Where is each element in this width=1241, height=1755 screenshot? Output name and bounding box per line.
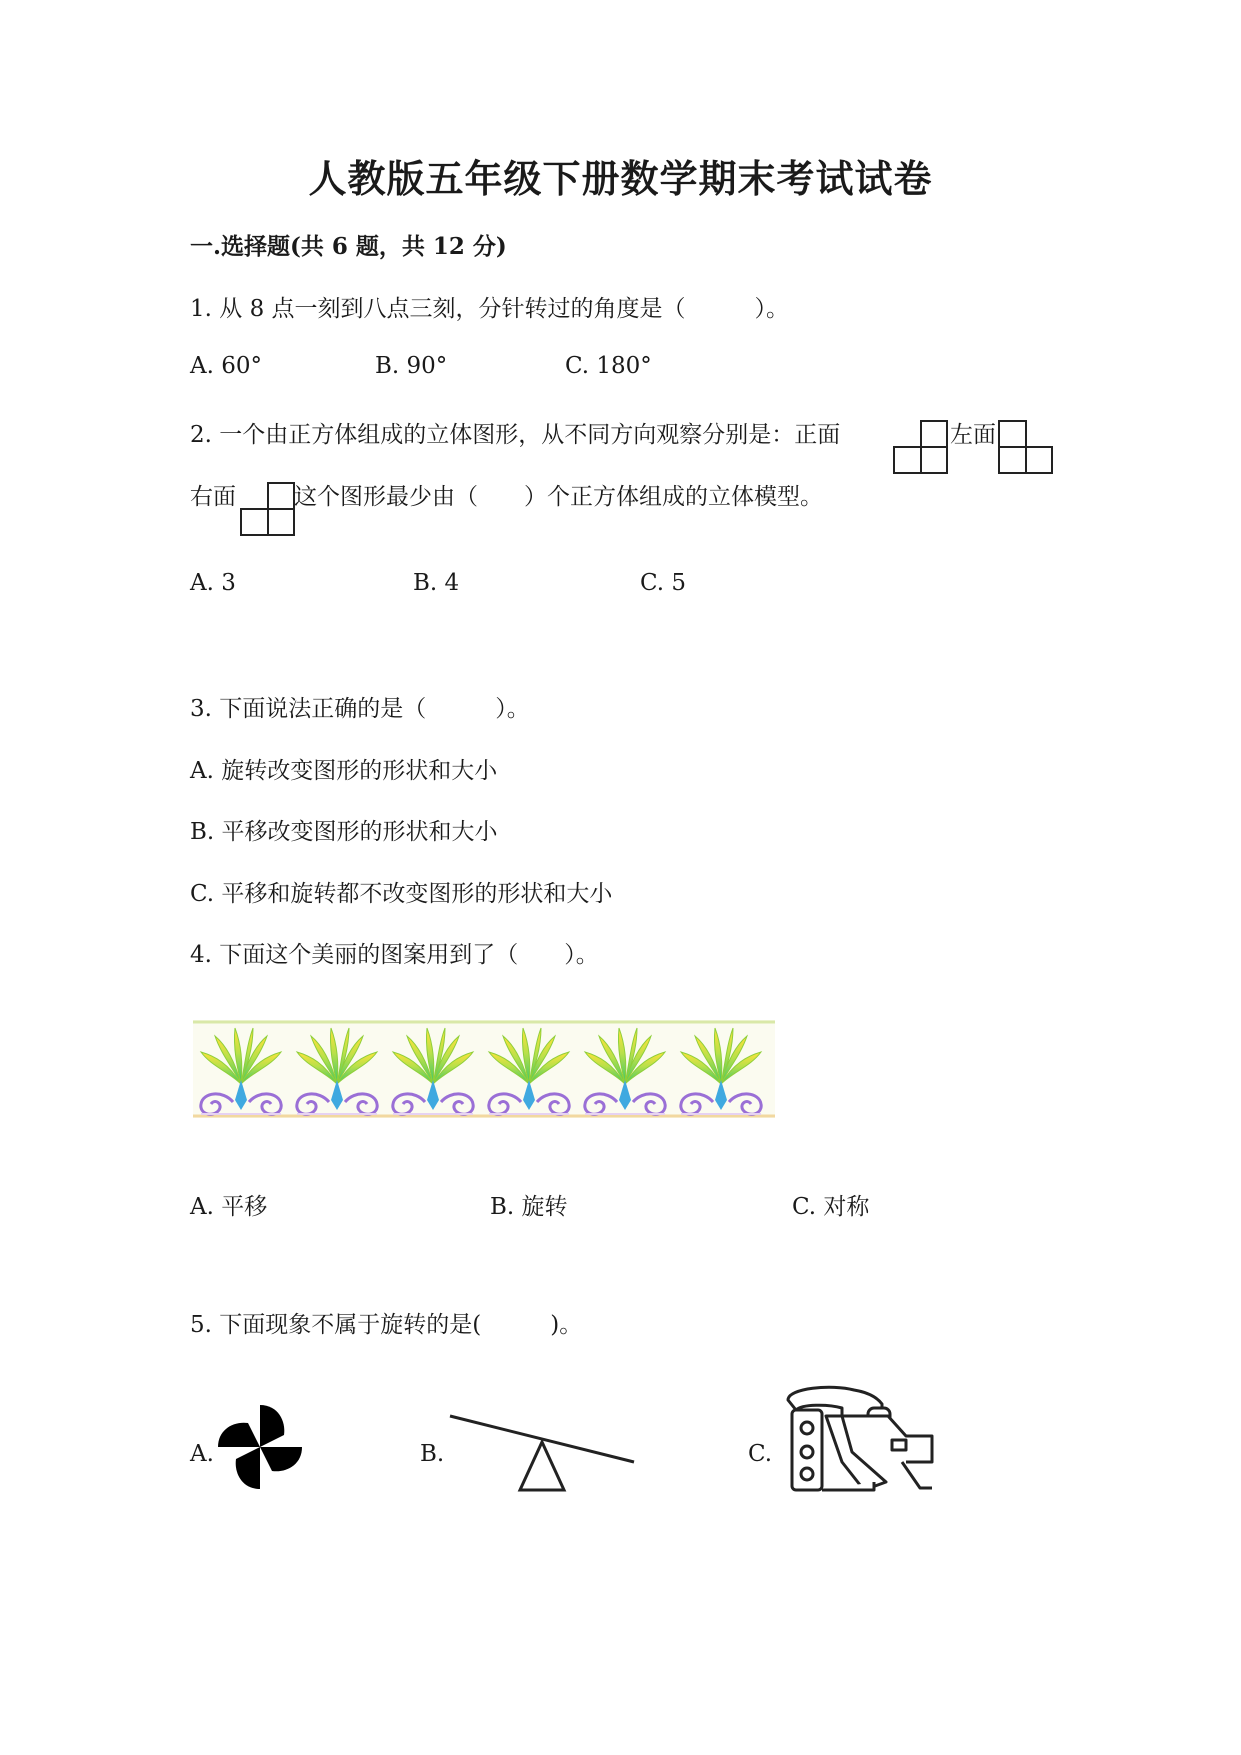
question-3: 3. 下面说法正确的是（ ）。 — [190, 696, 530, 722]
q4-option-a: A. 平移 — [190, 1194, 268, 1220]
section-heading: 一.选择题(共 6 题，共 12 分) — [190, 233, 507, 260]
q3-option-b: B. 平移改变图形的形状和大小 — [190, 819, 498, 845]
q5-option-a: A. — [190, 1441, 214, 1467]
q2-option-a: A. 3 — [190, 570, 236, 596]
pinwheel-icon — [216, 1403, 304, 1491]
front-view-icon — [893, 420, 949, 476]
question-2-part4: 这个图形最少由（ ）个正方体组成的立体模型。 — [294, 484, 823, 510]
q2-option-b: B. 4 — [413, 570, 460, 596]
page-title: 人教版五年级下册数学期末考试试卷 — [308, 156, 933, 201]
q4-option-b: B. 旋转 — [490, 1194, 568, 1220]
q2-option-c: C. 5 — [640, 570, 687, 596]
q5-option-b: B. — [420, 1441, 445, 1467]
question-5: 5. 下面现象不属于旋转的是( )。 — [190, 1312, 583, 1338]
q1-option-c: C. 180° — [565, 353, 652, 379]
left-view-icon — [998, 420, 1054, 476]
question-1: 1. 从 8 点一刻到八点三刻，分针转过的角度是（ ）。 — [190, 296, 790, 322]
seesaw-icon — [448, 1412, 638, 1494]
question-2-part2: 左面 — [950, 422, 996, 448]
q1-option-b: B. 90° — [375, 353, 448, 379]
q5-option-c: C. — [748, 1441, 773, 1467]
right-view-icon — [240, 482, 296, 538]
q4-option-c: C. 对称 — [792, 1194, 870, 1220]
question-2-part3: 右面 — [190, 484, 236, 510]
q3-option-c: C. 平移和旋转都不改变图形的形状和大小 — [190, 881, 613, 907]
question-4: 4. 下面这个美丽的图案用到了（ ）。 — [190, 942, 599, 968]
question-2-part1: 2. 一个由正方体组成的立体图形，从不同方向观察分别是：正面 — [190, 422, 841, 448]
slide-icon — [782, 1382, 938, 1494]
q3-option-a: A. 旋转改变图形的形状和大小 — [190, 758, 498, 784]
q1-option-a: A. 60° — [190, 353, 262, 379]
border-pattern-image — [193, 1020, 775, 1118]
